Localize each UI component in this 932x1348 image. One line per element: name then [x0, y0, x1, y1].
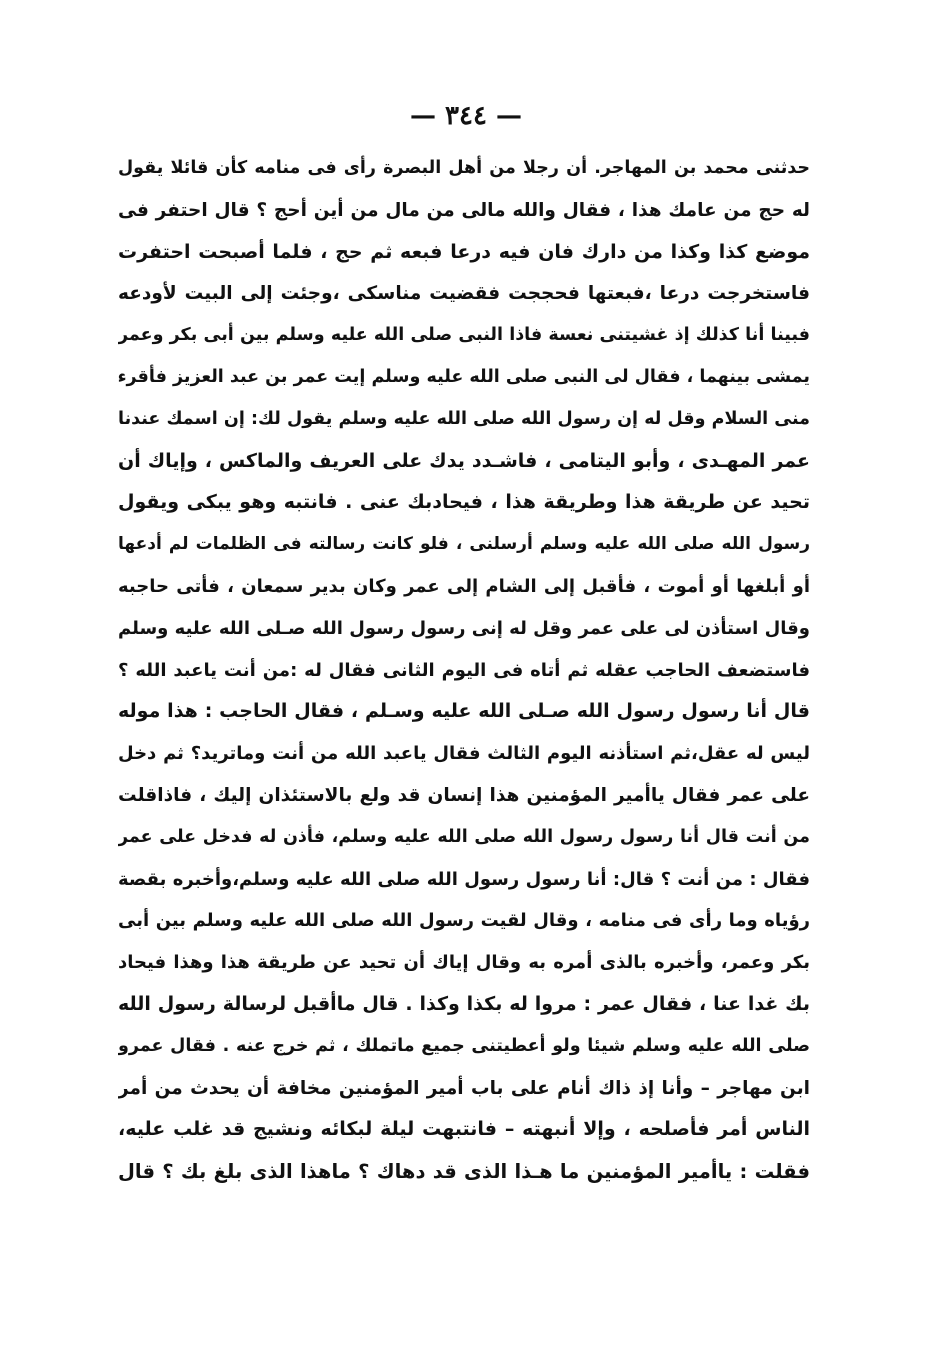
text-line: فاستضعف الحاجب عقله ثم أتاه فى اليوم الثانى فقال له :من أنت ياعبد الله ؟	[118, 659, 810, 681]
text-line: ليس له عقل،ثم استأذنه اليوم الثالث فقال ياعبد الله من أنت وماتريد؟ ثم دخل	[118, 743, 810, 765]
text-line: قال أنا رسول رسول الله صـلى الله عليه وسـلم ، فقال الحاجب : هذا موله	[118, 700, 810, 723]
text-line: بكر وعمر، وأخبره بالذى أمره به وقال إياك أن تحيد عن طريقة هذا وهذا فيحاد	[118, 952, 810, 974]
text-line: رسول الله صلى الله عليه وسلم أرسلنى ، فلو كانت رسالته فى الظلمات لم أدعها	[118, 534, 810, 555]
page-body-text	[118, 148, 810, 1193]
text-line: يمشى بينهما ، فقال لى النبى صلى الله عليه وسلم إيت عمر بن عبد العزيز فأقرء	[118, 366, 810, 387]
text-line: أو أبلغها أو أموت ، فأقبل إلى الشام إلى عمر وكان بدير سمعان ، فأتى حاجبه	[118, 575, 810, 597]
text-line: موضع كذا وكذا من دارك فان فيه درعا فبعه ثم حج ، فلما أصبحت احتفرت	[118, 240, 810, 263]
text-line: فبينا أنا كذلك إذ غشيتنى نعسة فاذا النبى صلى الله عليه وسلم بين أبى بكر وعمر	[118, 325, 810, 346]
text-line: على عمر فقال ياأمير المؤمنين هذا إنسان قد ولع بالاستئذان إليك ، فاذاقلت	[118, 784, 810, 806]
page-number: — ٣٤٤ —	[409, 101, 523, 131]
text-line: ابن مهاجر – وأنا إذ ذاك أنام على باب أمير المؤمنين مخافة أن يحدث من أمر	[118, 1077, 810, 1099]
text-line: منى السلام وقل له إن رسول الله صلى الله عليه وسلم يقول لك: إن اسمك عندنا	[118, 408, 810, 429]
text-line: فقلت : ياأمير المؤمنين ما هـذا الذى قد دهاك ؟ ماهذا الذى بلغ بك ؟ قال	[118, 1160, 810, 1184]
text-line: له حج من عامك هذا ، فقال والله مالى من مال من أين أحج ؟ قال احتفر فى	[118, 199, 810, 221]
text-line: صلى الله عليه وسلم شيئا ولو أعطيتنى جميع ماتملك ، ثم خرج عنه . فقال عمرو	[118, 1035, 810, 1056]
text-line: فقال : من أنت ؟ قال: أنا رسول رسول الله صلى الله عليه وسلم،وأخبره بقصة	[118, 868, 810, 890]
text-line: حدثنى محمد بن المهاجر. أن رجلا من أهل البصرة رأى فى منامه كأن قائلا يقول	[118, 158, 810, 178]
text-line: الناس أمر فأصلحه ، وإلا أنبهته – فانتبهت ليلة لبكائه ونشيج قد غلب عليه،	[118, 1118, 810, 1141]
text-line: فاستخرجت درعا ،فبعتها فحججت فقضيت مناسكى ،وجئت إلى البيت لأودعه	[118, 283, 810, 305]
text-line: وقال استأذن لى على عمر وقل له إنى رسول رسول الله صـلى الله عليه وسلم	[118, 617, 810, 639]
text-line: تحيد عن طريقة هذا وطريقة هذا ، فيحادبك عنى . فانتبه وهو يبكى ويقول	[118, 491, 810, 514]
text-line: من أنت قال أنا رسول رسول الله صلى الله عليه وسلم، فأذن له فدخل على عمر	[118, 826, 810, 847]
text-line: بك غدا عنا ، فقال عمر : مروا له بكذا وكذا . قال ماأقبل لرسالة رسول الله	[118, 992, 810, 1015]
text-line: عمر المهـدى ، وأبو اليتامى ، فاشـدد يدك على العريف والماكس ، وإياك أن	[118, 449, 810, 472]
text-line: رؤياه وما رأى فى منامه ، وقال لقيت رسول الله صلى الله عليه وسلم بين أبى	[118, 910, 810, 932]
